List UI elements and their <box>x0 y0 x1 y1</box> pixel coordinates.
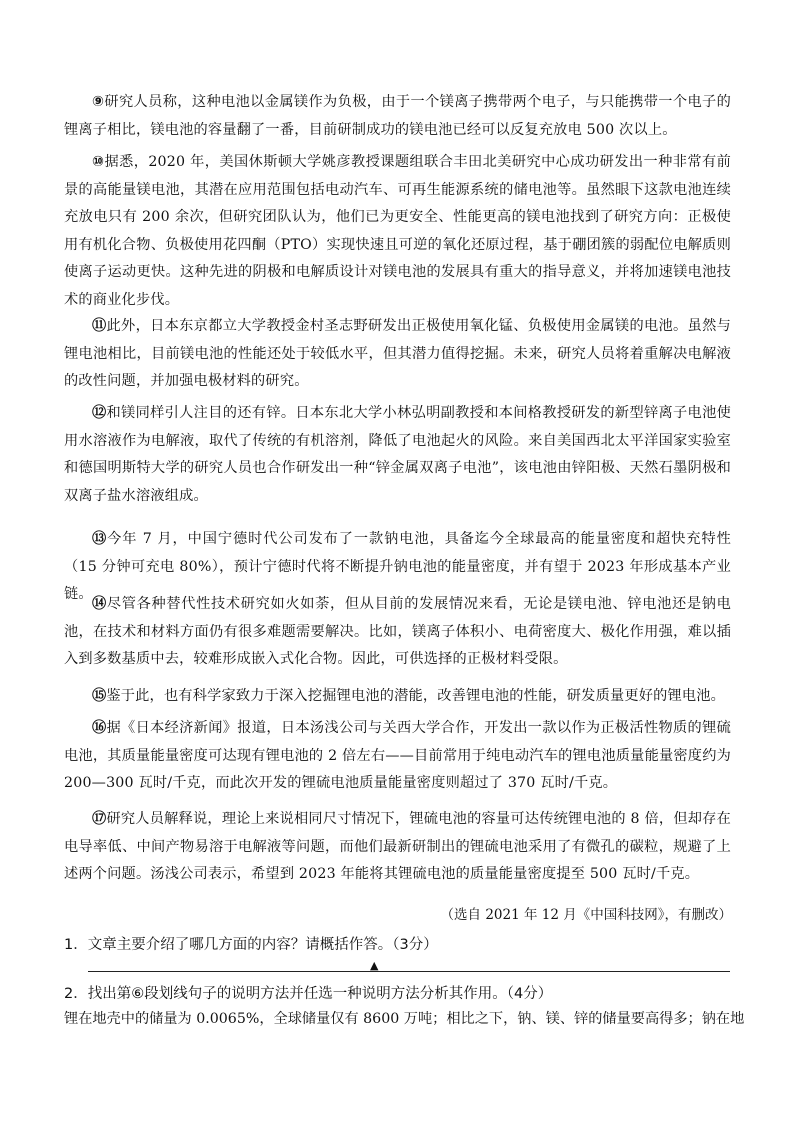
answer-line[interactable] <box>88 971 730 972</box>
source-citation: （选自 2021 年 12 月《中国科技网》，有删改） <box>440 907 732 923</box>
paragraph-text: 研究人员解释说，理论上来说相同尺寸情况下，锂硫电池的容量可达传统锂电池的 8 倍，但却存在电导率低、中间产物易溶于电解液等问题，而他们最新研制出的锂硫电池采用了有微孔的碳粒，规避了上述两个问题。汤浅公司表示，希望到 2023 年能将其锂硫电池的质量能量密度提至 500 瓦时/千克。 <box>64 811 731 882</box>
paragraph-text: 今年 7 月，中国宁德时代公司发布了一款钠电池，具备迄今全球最高的能量密度和超快充特性（15 分钟可充电 80%），预计宁德时代将不断提升钠电池的能量密度，并有望于 2023 年形成基本产业链。 <box>64 531 732 602</box>
paragraph-17 <box>64 806 731 889</box>
paragraph-number: ⑮ <box>92 688 107 704</box>
paragraph-text: 和镁同样引人注目的还有锌。日本东北大学小林弘明副教授和本间格教授研发的新型锌离子电池使用水溶液作为电解液，取代了传统的有机溶剂，降低了电池起火的风险。来自美国西北太平洋国家实验室和德国明斯特大学的研究人员也合作研发出一种“锌金属双离子电池”，该电池由锌阳极、天然石墨阴极和双离子盐水溶液组成。 <box>64 405 731 504</box>
answer-marker-icon: ▲ <box>370 959 379 972</box>
paragraph-text: 据《日本经济新闻》报道，日本汤浅公司与关西大学合作，开发出一款以作为正极活性物质的锂硫电池，其质量能量密度可达现有锂电池的 2 倍左右——目前常用于纯电动汽车的锂电池质量能量密度约为 200—300 瓦时/千克，而此次开发的锂硫电池质量能量密度则超过了 370 瓦时/千克。 <box>64 720 731 791</box>
paragraph-16 <box>64 715 731 798</box>
paragraph-number: ⑬ <box>92 531 108 547</box>
paragraph-number: ⑨ <box>92 94 105 110</box>
paragraph-number: ⑪ <box>92 318 107 334</box>
paragraph-text: 尽管各种替代性技术研究如火如荼，但从目前的发展情况来看，无论是镁电池、锌电池还是钠电池，在技术和材料方面仍有很多难题需要解决。比如，镁离子体积小、电荷密度大、极化作用强，难以插入到多数基质中去，较难形成嵌入式化合物。因此，可供选择的正极材料受限。 <box>64 596 731 667</box>
paragraph-number: ⑰ <box>92 811 107 827</box>
paragraph-number: ⑯ <box>92 720 107 736</box>
question-1: 1．文章主要介绍了哪几方面的内容？请概括作答。（3分） <box>64 937 438 953</box>
paragraph-14 <box>64 591 731 674</box>
paragraph-11 <box>64 313 731 396</box>
paragraph-number: ⑩ <box>92 154 105 170</box>
paragraph-text: 据悉，2020 年，美国休斯顿大学姚彦教授课题组联合丰田北美研究中心成功研发出一种非常有前景的高能量镁电池，其潜在应用范围包括电动汽车、可再生能源系统的储电池等。虽然眼下这款电池连续充放电只有 200 余次，但研究团队认为，他们已为更安全、性能更高的镁电池找到了研究方向：正极使用有机化合物、负极使用花四酮（PTO）实现快速且可逆的氧化还原过程，基于硼团簇的弱配位电解质则使离子运动更快。这种先进的阴极和电解质设计对镁电池的发展具有重大的指导意义，并将加速镁电池技术的商业化步伐。 <box>64 154 731 308</box>
paragraph-text: 鉴于此，也有科学家致力于深入挖掘锂电池的潜能，改善锂电池的性能，研发质量更好的锂电池。 <box>106 688 726 704</box>
paragraph-number: ⑭ <box>92 596 107 612</box>
paragraph-text: 此外，日本东京都立大学教授金村圣志野研发出正极使用氧化锰、负极使用金属镁的电池。虽然与锂电池相比，目前镁电池的性能还处于较低水平，但其潜力值得挖掘。未来，研究人员将着重解决电解液的改性问题，并加强电极材料的研究。 <box>64 318 731 389</box>
paragraph-number: ⑫ <box>92 405 107 421</box>
question-2: 2．找出第⑥段划线句子的说明方法并任选一种说明方法分析其作用。（4分） <box>64 986 553 1002</box>
paragraph-10 <box>64 149 731 314</box>
paragraph-15 <box>64 683 731 711</box>
paragraph-9 <box>64 89 731 144</box>
excerpt-text: 锂在地壳中的储量为 0.0065%，全球储量仅有 8600 万吨；相比之下，钠、镁、锌的储量要高得多；钠在地 <box>64 1011 744 1027</box>
paragraph-text: 研究人员称，这种电池以金属镁作为负极，由于一个镁离子携带两个电子，与只能携带一个电子的锂离子相比，镁电池的容量翻了一番，目前研制成功的镁电池已经可以反复充放电 500 次以上。 <box>64 94 731 138</box>
paragraph-12 <box>64 400 731 510</box>
